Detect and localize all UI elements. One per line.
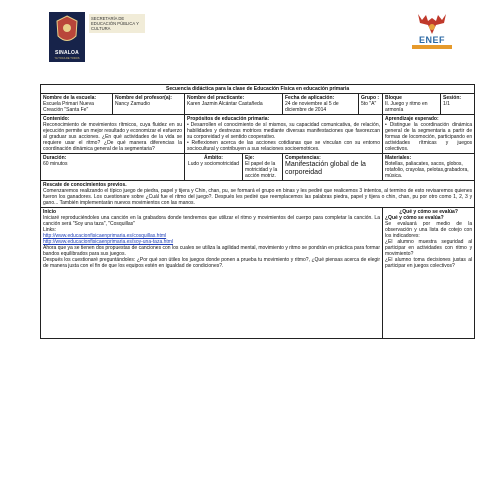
link-soy-una-taza[interactable]: http://www.educacionfisicaenprimaria.es/soy-una-taza.html (43, 239, 174, 245)
moose-icon (412, 12, 452, 36)
link-cosquillas[interactable]: http://www.educacionfisicaenprimaria.es/cosquillas.html (43, 233, 167, 239)
content-value: Reconocimiento de movimientos rítmicos, cuya fluidez en su ejecución permite un mejor resultado y economizar el esfuerzo al graduar sus acciones. ¿En qué actividades de la vida se requiere usar el ritmo? ¿De qué manera diferencias la coordinación dinámica general de la segmentaria? (43, 122, 182, 152)
start-paragraph-2: Ahora que ya se tienen dos propuestas de canciones con los cuales se utiliza la agilidad mental, movimiento y ritmo se pondrán en práctica para formar bandos equilibrados para sus juegos. (43, 245, 380, 257)
start-paragraph-3: Después los cuestionaré preguntándoles: ¿Por qué son útiles los juegos donde ponen a prueba tu movimiento y ritmo?, ¿Qué piensas acerca de elegir de manera justa con el fin de que los equipos estén en igualdad de condiciones?. (43, 257, 380, 269)
practitioner-value: Karen Jazmin Alcántar Castañeda (187, 101, 263, 107)
practitioner-cell (185, 94, 283, 115)
lesson-plan-table (40, 84, 475, 339)
content-row (41, 115, 475, 154)
purposes-label: Propósitos de educación primaria: (187, 116, 270, 122)
evaluation-paragraph-1: Se evaluará por medio de la observación y una lista de cotejo con los indicadores: (385, 221, 473, 239)
start-label: Inicio (43, 209, 57, 215)
content-label: Contenido: (43, 116, 70, 122)
scope-cell (185, 154, 243, 181)
start-paragraph-1: Iniciaré reproduciéndoles una canción en la grabadora donde tendremos que utilizar el ritmo y movimientos del cuerpo para completar la canción. La canción será "Soy una taza", "Cosquillas" (43, 215, 380, 227)
expected-cell (383, 115, 475, 154)
details-row (41, 154, 475, 181)
sinaloa-shield-logo (49, 12, 85, 62)
session-cell (441, 94, 475, 115)
axis-value: El papel de la motricidad y la acción motriz. (245, 161, 278, 179)
date-value: 24 de noviembre al 5 de diciembre de 2014 (285, 101, 339, 113)
sinaloa-sepyc-logo (49, 12, 139, 62)
evaluation-label: ¿Qué y cómo se evalúa? (385, 215, 444, 221)
teacher-value: Nancy Zamudio (115, 101, 151, 107)
enef-underline (412, 45, 452, 49)
duration-value: 60 minutos (43, 161, 68, 167)
competence-label: Competencias: (285, 155, 321, 161)
duration-label: Duración: (43, 155, 67, 161)
competence-value: Manifestación global de la corporeidad (285, 161, 366, 176)
shield-icon (49, 12, 85, 50)
logo-tagline: YA TOCA DE TODOS (54, 57, 80, 60)
rescue-label: Rescate de conocimientos previos. (43, 182, 127, 188)
scope-label: Ámbito: (204, 155, 223, 161)
expected-value: • Distingue la coordinación dinámica general de la segmentaria a partir de formas de locomoción, participando en actividades rítmicas y juegos colectivos. (385, 122, 473, 152)
secretaria-text: SECRETARÍA DE EDUCACIÓN PÚBLICA Y CULTURA (89, 14, 145, 33)
evaluation-indicator-2: ¿El alumno toma decisiones justas al participar en juegos colectivos? (385, 257, 473, 269)
group-label: Grupo : (361, 95, 380, 101)
content-cell (41, 115, 185, 154)
materials-cell (383, 154, 475, 181)
start-row (41, 208, 475, 339)
info-row (41, 94, 475, 115)
expected-label: Aprendizaje esperado: (385, 116, 439, 122)
practitioner-label: Nombre del practicante: (187, 95, 245, 101)
evaluation-heading: ¿Qué y cómo se evalúa? (399, 209, 458, 215)
materials-value: Botellas, paliacates, sacos, globos, rotafolio, crayolas, pelotas,grabadora, música. (385, 161, 469, 179)
purpose-2: • Reflexionen acerca de las acciones cotidianas que se vinculan con su entorno sociocultural y contribuyen a sus relaciones socioemotrices. (187, 140, 380, 152)
date-cell (283, 94, 359, 115)
purposes-cell (185, 115, 383, 154)
scope-value: Ludo y sociomotricidad (187, 161, 240, 167)
purpose-1: • Desarrollen el conocimiento de sí mismos, su capacidad comunicativa, de relación, habilidades y destrezas motrices mediante diversas manifestaciones que favorezcan su corporeidad y el sentido cooperativo. (187, 122, 380, 140)
lesson-plan-document (40, 84, 474, 339)
session-value: 1/1 (443, 101, 450, 107)
teacher-label: Nombre del profesor(a): (115, 95, 172, 101)
school-value: Escuela Primari Nueva Creación "Santa Fe" (43, 101, 94, 113)
rescue-value: Comenzaremos realizando el típico juego de piedra, papel y tijera y Chin, chan, pu, se formará el grupo en binas y les pediré que realicemos 3 intentos, al termino de esto revisaremos quienes fueron los ganadores. Los cuestionare sobre ¿Cuál fue el ritmo del juego?. Después les pediré que reemplacemos las palabras piedra, papel y tijera o chin, chan, pu por otro como 1, 2, 3 y gano... También implementarán nuevos movimientos con las manos. (43, 188, 473, 206)
enef-text: ENEF (418, 35, 445, 45)
block-value: II. Juego y ritmo en armonía (385, 101, 428, 113)
start-cell (41, 208, 383, 339)
enef-logo (412, 12, 452, 52)
school-label: Nombre de la escuela: (43, 95, 97, 101)
axis-label: Eje: (245, 155, 255, 161)
rescue-row (41, 181, 475, 208)
evaluation-cell (383, 208, 475, 339)
axis-cell (243, 154, 283, 181)
block-label: Bloque (385, 95, 402, 101)
duration-cell (41, 154, 185, 181)
school-cell (41, 94, 113, 115)
logo-brand-text: SINALOA (55, 50, 79, 56)
group-cell (359, 94, 383, 115)
evaluation-indicator-1: ¿El alumno muestra seguridad al participar en actividades con ritmo y movimiento? (385, 239, 473, 257)
session-label: Sesión: (443, 95, 462, 101)
competence-cell (283, 154, 383, 181)
date-label: Fecha de aplicación: (285, 95, 335, 101)
teacher-cell (113, 94, 185, 115)
links-label: Links: (43, 227, 57, 233)
rescue-cell (41, 181, 475, 208)
block-cell (383, 94, 441, 115)
group-value: 5to "A" (361, 101, 377, 107)
document-title: Secuencia didáctica para la clase de Educación Física en educación primaria (41, 85, 475, 94)
materials-label: Materiales: (385, 155, 412, 161)
